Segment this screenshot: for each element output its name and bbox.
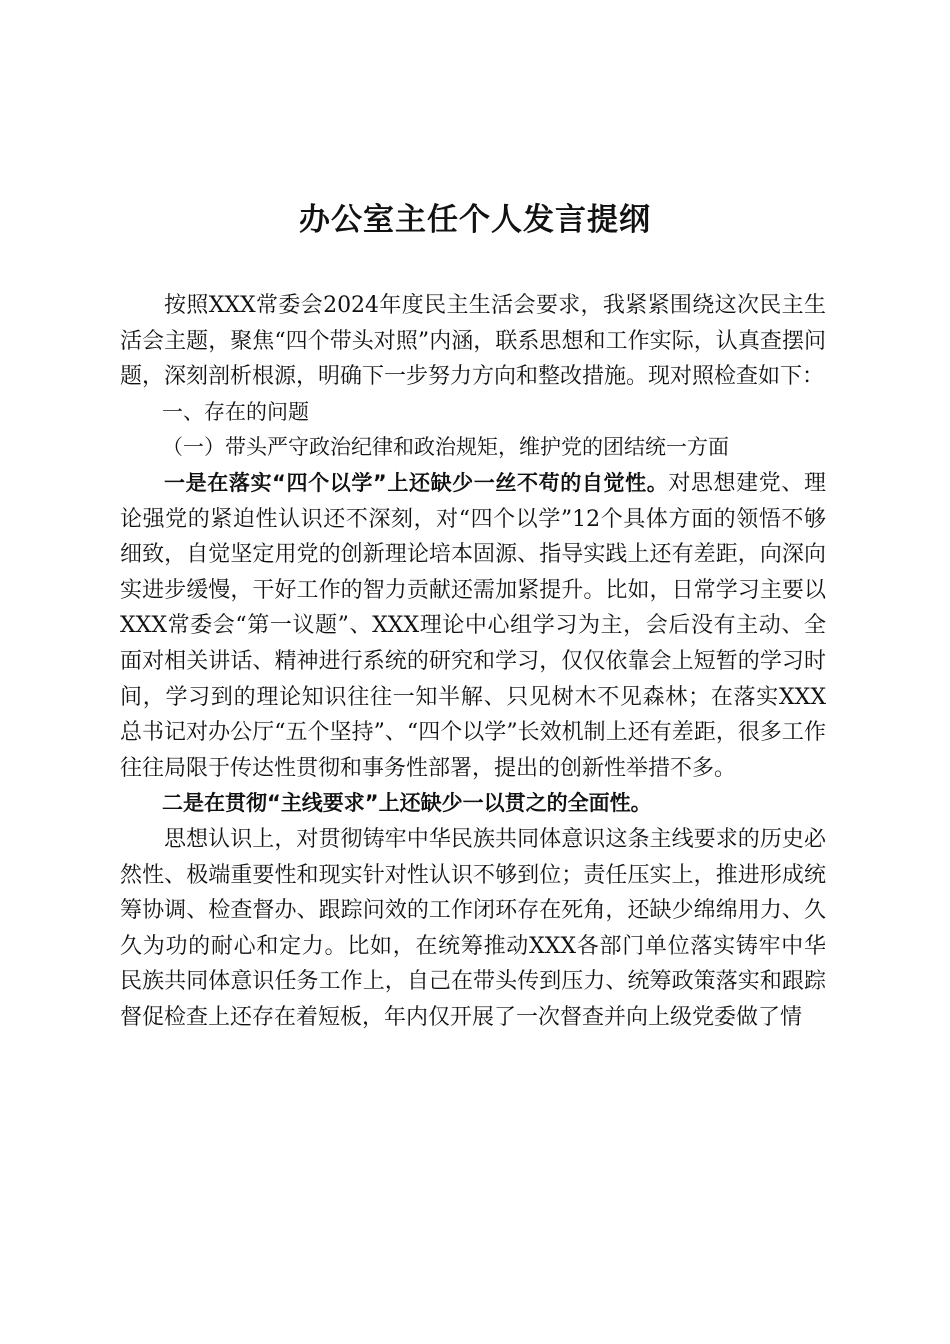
point-two-lead: 二是在贯彻“主线要求”上还缺少一以贯之的全面性。 — [162, 791, 652, 816]
intro-paragraph: 按照XXX常委会2024年度民主生活会要求，我紧紧围绕这次民主生活会主题，聚焦“四个带头对照”内涵，联系思想和工作实际，认真查摆问题，深刻剖析根源，明确下一步努力方向和整改措施。现对照检查如下： — [120, 293, 826, 390]
point-one-lead: 一是在落实“四个以学”上还缺少一丝不苟的自觉性。 — [164, 470, 669, 495]
document-body — [120, 288, 826, 1035]
point-two-body: 思想认识上，对贯彻铸牢中华民族共同体意识这条主线要求的历史必然性、极端重要性和现实针对性认识不够到位；责任压实上，推进形成统筹协调、检查督办、跟踪问效的工作闭环存在死角，还缺少绵绵用力、久久为功的耐心和定力。比如，在统筹推动XXX各部门单位落实铸牢中华民族共同体意识任务工作上，自己在带头传到压力、统筹政策落实和跟踪督促检查上还存在着短板，年内仅开展了一次督查并向上级党委做了情 — [120, 826, 826, 1030]
subsection-heading-political-discipline: （一）带头严守政治纪律和政治规矩，维护党的团结统一方面 — [162, 435, 729, 460]
section-heading-problems: 一、存在的问题 — [162, 399, 309, 424]
document-title: 办公室主任个人发言提纲 — [299, 202, 651, 238]
point-one-body: 对思想建党、理论强党的紧迫性认识还不深刻，对“四个以学”12个具体方面的领悟不够细致，自觉坚定用党的创新理论培本固源、指导实践上还有差距，向深向实进步缓慢，干好工作的智力贡献还需加紧提升。比如，日常学习主要以XXX常委会“第一议题”、XXX理论中心组学习为主，会后没有主动、全面对相关讲话、精神进行系统的研究和学习，仅仅依靠会上短暂的学习时间，学习到的理论知识往往一知半解、只见树木不见森林；在落实XXX总书记对办公厅“五个坚持”、“四个以学”长效机制上还有差距，很多工作往往局限于传达性贯彻和事务性部署，提出的创新性举措不多。 — [120, 470, 826, 781]
point-one-paragraph — [120, 466, 826, 786]
